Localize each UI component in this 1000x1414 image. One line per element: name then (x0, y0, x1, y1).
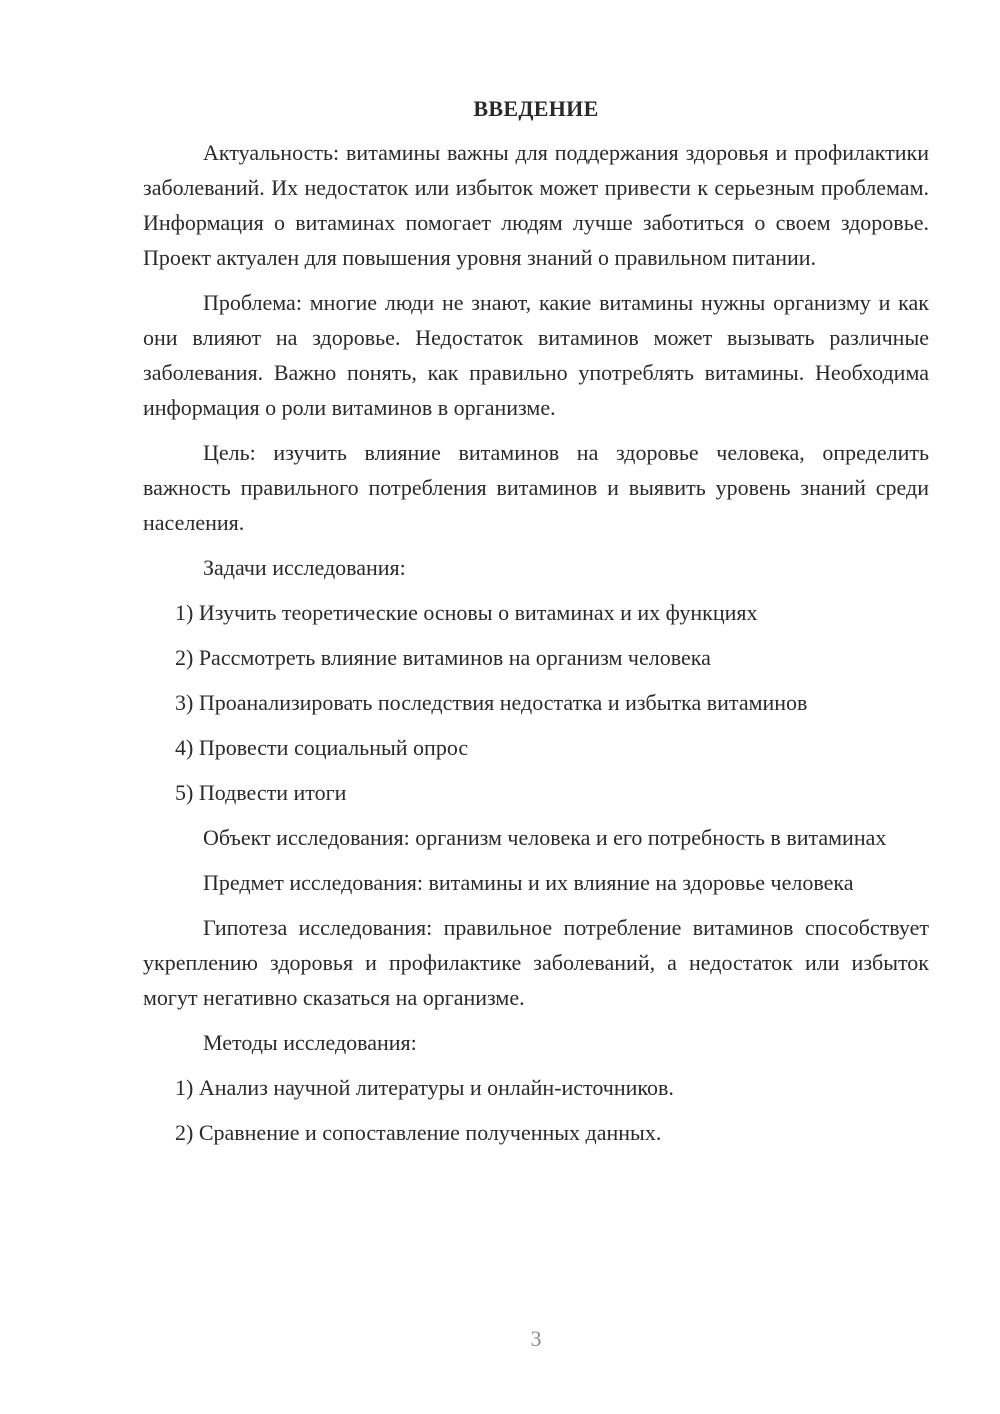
page-title: ВВЕДЕНИЕ (473, 96, 599, 121)
paragraph-problem: Проблема: многие люди не знают, какие витамины нужны организму и как они влияют на здоровье. Недостаток витаминов может вызывать различные заболевания. Важно понять, как правильно употреблять витамины. Необходима информация о роли витаминов в организме. (143, 290, 929, 420)
paragraph-hypothesis: Гипотеза исследования: правильное потребление витаминов способствует укреплению здоровья и профилактике заболеваний, а недостаток или избыток могут негативно сказаться на организме. (143, 915, 929, 1010)
paragraph-subject: Предмет исследования: витамины и их влияние на здоровье человека (203, 870, 854, 895)
list-item: 1) Анализ научной литературы и онлайн-источников. (175, 1075, 674, 1100)
paragraph-object: Объект исследования: организм человека и его потребность в витаминах (203, 825, 887, 850)
list-item: 5) Подвести итоги (175, 780, 347, 805)
methods-list (143, 1070, 929, 1150)
methods-heading: Методы исследования: (203, 1030, 417, 1055)
paragraph-goal: Цель: изучить влияние витаминов на здоровье человека, определить важность правильного потребления витаминов и выявить уровень знаний среди населения. (143, 440, 929, 535)
list-item: 1) Изучить теоретические основы о витаминах и их функциях (175, 600, 758, 625)
list-item: 2) Сравнение и сопоставление полученных данных. (175, 1120, 662, 1145)
document-page (143, 95, 929, 1160)
list-item: 3) Проанализировать последствия недостатка и избытка витаминов (175, 690, 808, 715)
tasks-list (143, 595, 929, 810)
paragraph-relevance: Актуальность: витамины важны для поддержания здоровья и профилактики заболеваний. Их недостаток или избыток может привести к серьезным проблемам. Информация о витаминах помогает людям лучше заботиться о своем здоровье. Проект актуален для повышения уровня знаний о правильном питании. (143, 140, 929, 270)
page-number: 3 (530, 1326, 542, 1351)
list-item: 4) Провести социальный опрос (175, 735, 469, 760)
list-item: 2) Рассмотреть влияние витаминов на организм человека (175, 645, 711, 670)
tasks-heading: Задачи исследования: (203, 555, 406, 580)
